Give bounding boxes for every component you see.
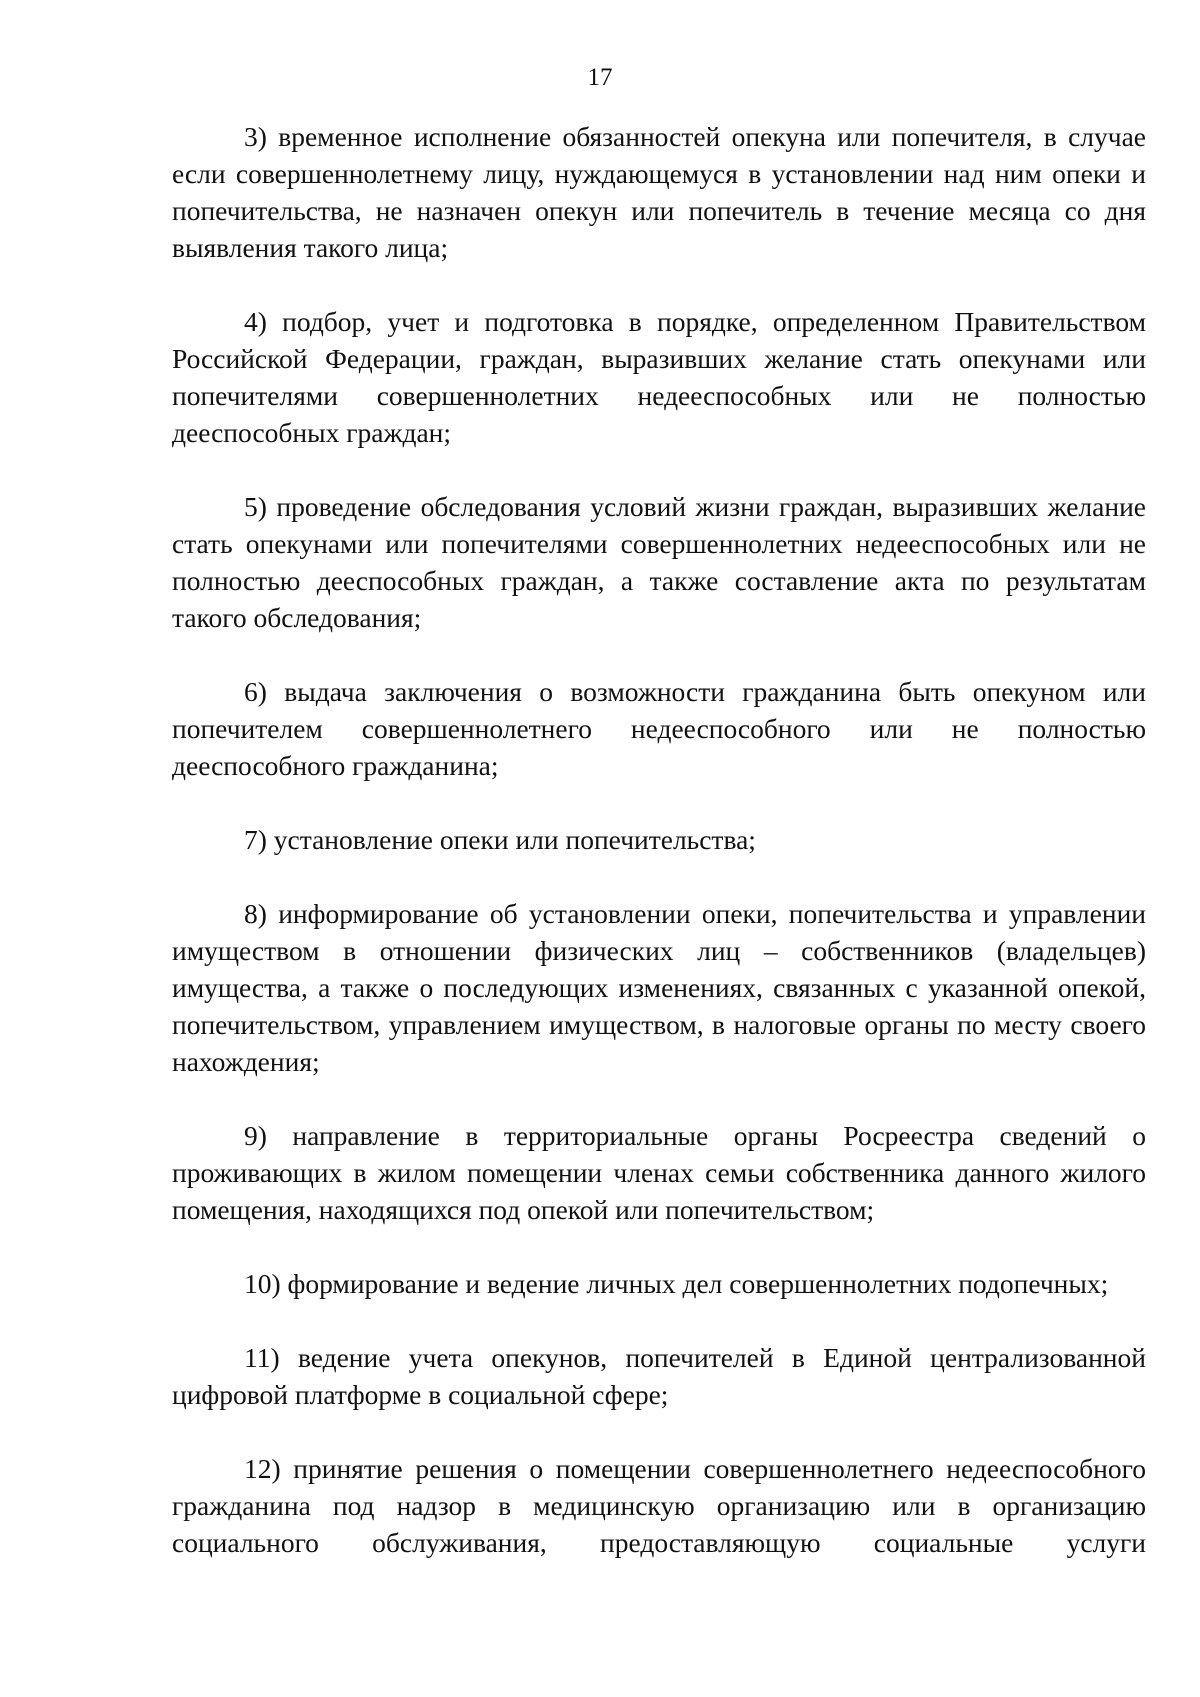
paragraph-item-7: 7) установление опеки или попечительства; — [244, 824, 756, 855]
paragraph-item-8: 8) информирование об установлении опеки, попечительства и управлении имуществом в отношении физических лиц – собственников (владельцев) имущества, а также о последующих изменениях, связанных с указанной опекой, попечительством, управлением имуществом, в налоговые органы по месту своего нахождения; — [172, 898, 1146, 1077]
paragraph-item-11: 11) ведение учета опекунов, попечителей в Единой централизованной цифровой платформе в социальной сфере; — [172, 1342, 1146, 1410]
paragraph-item-12: 12) принятие решения о помещении совершеннолетнего недееспособного гражданина под надзор в медицинскую организацию или в организацию социального обслуживания, предоставляющую социальные услуги — [172, 1453, 1146, 1558]
paragraph-item-10: 10) формирование и ведение личных дел совершеннолетних подопечных; — [244, 1268, 1109, 1299]
paragraph-item-9: 9) направление в территориальные органы Росреестра сведений о проживающих в жилом помещении членах семьи собственника данного жилого помещения, находящихся под опекой или попечительством; — [172, 1120, 1146, 1225]
document-body — [172, 118, 1146, 1561]
page-number: 17 — [587, 64, 613, 91]
paragraph-item-5: 5) проведение обследования условий жизни граждан, выразивших желание стать опекунами или попечителями совершеннолетних недееспособных или не полностью дееспособных граждан, а также составление акта по результатам такого обследования; — [172, 491, 1146, 633]
paragraph-item-3: 3) временное исполнение обязанностей опекуна или попечителя, в случае если совершеннолетнему лицу, нуждающемуся в установлении над ним опеки и попечительства, не назначен опекун или попечитель в течение месяца со дня выявления такого лица; — [172, 121, 1146, 263]
paragraph-item-6: 6) выдача заключения о возможности гражданина быть опекуном или попечителем совершеннолетнего недееспособного или не полностью дееспособного гражданина; — [172, 676, 1146, 781]
paragraph-item-4: 4) подбор, учет и подготовка в порядке, определенном Правительством Российской Федерации, граждан, выразивших желание стать опекунами или попечителями совершеннолетних недееспособных или не полностью дееспособных граждан; — [172, 306, 1146, 448]
